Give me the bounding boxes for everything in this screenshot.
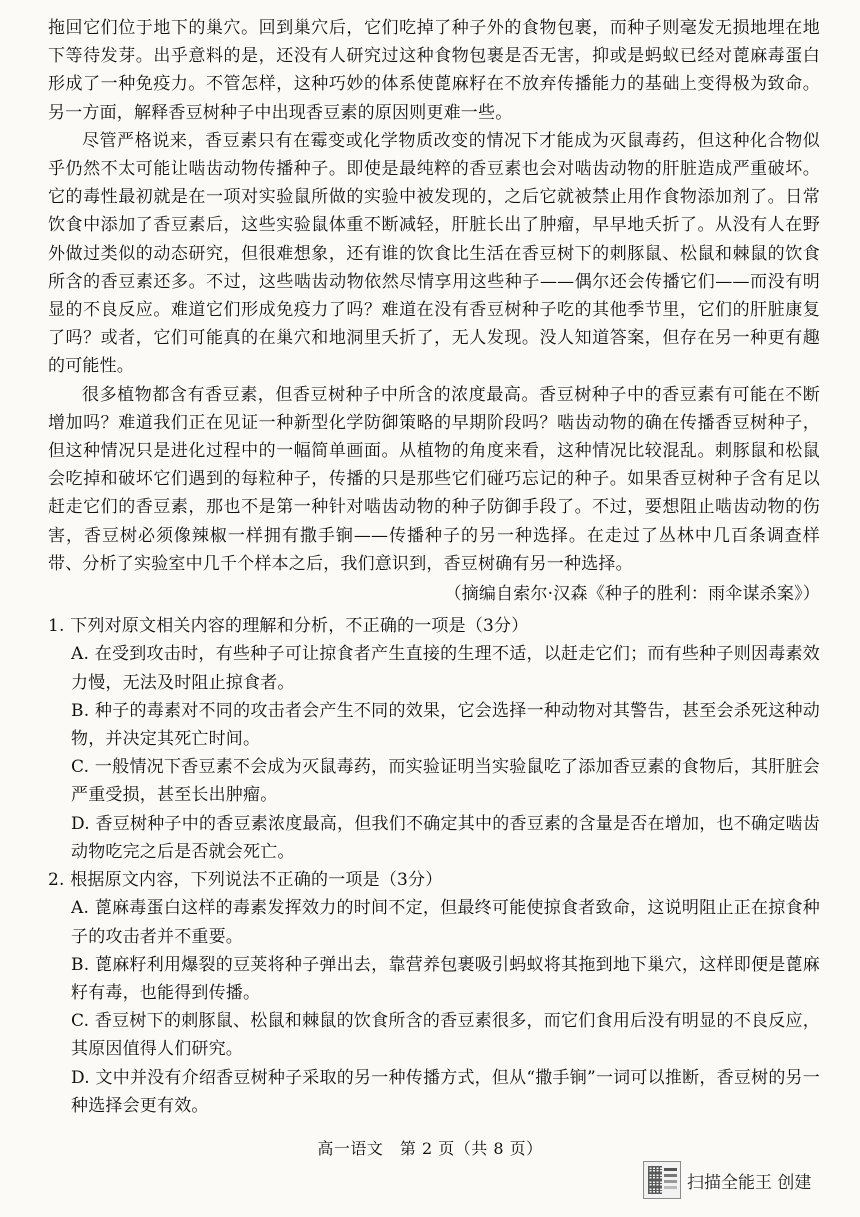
question-1-stem: 1. 下列对原文相关内容的理解和分析，不正确的一项是（3分）	[48, 616, 529, 637]
question-1-option-a: A. 在受到攻击时，有些种子可让掠食者产生直接的生理不适，以赶走它们；而有些种子则因毒素效力慢，无法及时阻止掠食者。	[71, 644, 820, 693]
question-2-option-d: D. 文中并没有介绍香豆树种子采取的另一种传播方式，但从“撒手锏”一词可以推断，香豆树的另一种选择会更有效。	[71, 1067, 820, 1116]
passage-paragraph-2: 尽管严格说来，香豆素只有在霉变或化学物质改变的情况下才能成为灭鼠毒药，但这种化合物似乎仍然不太可能让啮齿动物传播种子。即使是最纯粹的香豆素也会对啮齿动物的肝脏造成严重破坏。它的毒性最初就是在一项对实验鼠所做的实验中被发现的，之后它就被禁止用作食物添加剂了。日常饮食中添加了香豆素后，这些实验鼠体重不断减轻，肝脏长出了肿瘤，早早地夭折了。从没有人在野外做过类似的动态研究，但很难想象，还有谁的饮食比生活在香豆树下的刺豚鼠、松鼠和棘鼠的饮食所含的香豆素还多。不过，这些啮齿动物依然尽情享用这些种子——偶尔还会传播它们——而没有明显的不良反应。难道它们形成免疫力了吗？难道在没有香豆树种子吃的其他季节里，它们的肝脏康复了吗？或者，它们可能真的在巢穴和地洞里夭折了，无人发现。没人知道答案，但存在另一种更有趣的可能性。	[48, 130, 820, 377]
question-2-stem: 2. 根据原文内容，下列说法不正确的一项是（3分）	[48, 870, 443, 891]
passage-source: （摘编自索尔·汉森《种子的胜利：雨伞谋杀案》）	[444, 584, 820, 605]
question-1	[48, 612, 820, 866]
question-1-option-d: D. 香豆树种子中的香豆素浓度最高，但我们不确定其中的香豆素的含量是否在增加，也不确定啮齿动物吃完之后是否就会死亡。	[71, 813, 820, 862]
scanner-app-logo-icon	[643, 1161, 681, 1199]
question-2	[48, 866, 820, 1120]
passage-paragraph-1: 拖回它们位于地下的巢穴。回到巢穴后，它们吃掉了种子外的食物包裹，而种子则毫发无损地埋在地下等待发芽。出乎意料的是，还没有人研究过这种食物包裹是否无害，抑或是蚂蚁已经对蓖麻毒蛋白形成了一种免疫力。不管怎样，这种巧妙的体系使蓖麻籽在不放弃传播能力的基础上变得极为致命。另一方面，解释香豆树种子中出现香豆素的原因则更难一些。	[48, 18, 820, 123]
passage-paragraph-3: 很多植物都含有香豆素，但香豆树种子中所含的浓度最高。香豆树种子中的香豆素有可能在不断增加吗？难道我们正在见证一种新型化学防御策略的早期阶段吗？啮齿动物的确在传播香豆树种子，但这种情况只是进化过程中的一幅简单画面。从植物的角度来看，这种情况比较混乱。刺豚鼠和松鼠会吃掉和破坏它们遇到的每粒种子，传播的只是那些它们碰巧忘记的种子。如果香豆树种子含有足以赶走它们的香豆素，那也不是第一种针对啮齿动物的种子防御手段了。不过，要想阻止啮齿动物的伤害，香豆树必须像辣椒一样拥有撒手锏——传播种子的另一种选择。在走过了丛林中几百条调查样带、分析了实验室中几千个样本之后，我们意识到，香豆树确有另一种选择。	[48, 384, 820, 574]
page-content	[48, 14, 820, 1120]
scanner-watermark	[643, 1161, 811, 1199]
watermark-text: 扫描全能王 创建	[687, 1172, 812, 1193]
question-2-option-a: A. 蓖麻毒蛋白这样的毒素发挥效力的时间不定，但最终可能使掠食者致命，这说明阻止正在掠食种子的攻击者并不重要。	[71, 898, 820, 947]
question-1-option-c: C. 一般情况下香豆素不会成为灭鼠毒药，而实验证明当实验鼠吃了添加香豆素的食物后，其肝脏会严重受损，甚至长出肿瘤。	[71, 757, 820, 806]
question-2-option-b: B. 蓖麻籽利用爆裂的豆荚将种子弹出去，靠营养包裹吸引蚂蚁将其拖到地下巢穴，这样即便是蓖麻籽有毒，也能得到传播。	[71, 954, 820, 1003]
question-1-option-b: B. 种子的毒素对不同的攻击者会产生不同的效果，它会选择一种动物对其警告，甚至会杀死这种动物，并决定其死亡时间。	[71, 700, 820, 750]
page-footer: 高一语文 第 2 页（共 8 页）	[317, 1139, 543, 1158]
question-2-option-c: C. 香豆树下的刺豚鼠、松鼠和棘鼠的饮食所含的香豆素很多，而它们食用后没有明显的不良反应，其原因值得人们研究。	[71, 1011, 820, 1060]
